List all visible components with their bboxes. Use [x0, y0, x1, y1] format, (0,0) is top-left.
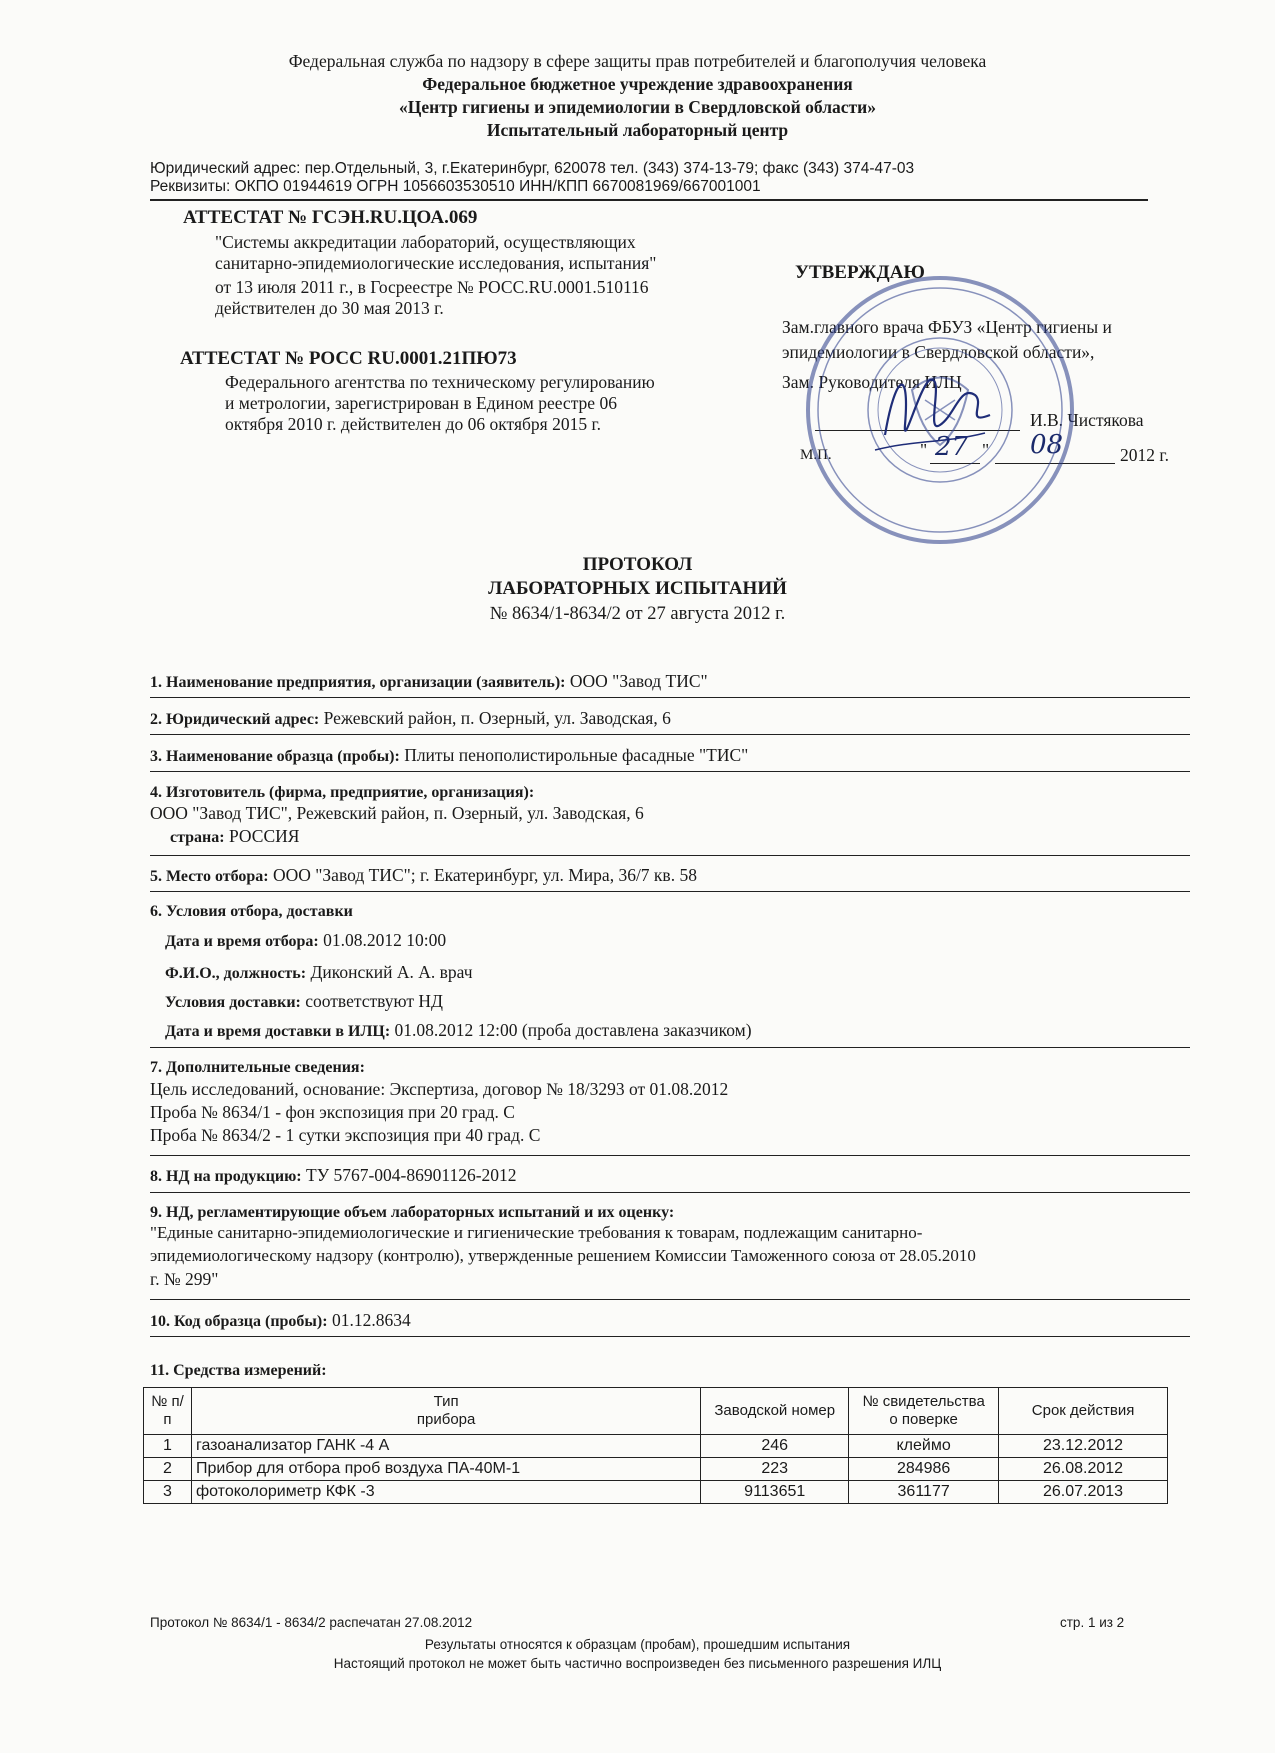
section-regulations-line: г. № 299" — [150, 1269, 219, 1289]
instruments-table — [143, 1387, 1168, 1504]
section-divider — [150, 855, 1190, 856]
section-label: Ф.И.О., должность: — [165, 965, 307, 982]
header-center: «Центр гигиены и эпидемиологии в Свердловской области» — [399, 97, 876, 117]
table-cell: газоанализатор ГАНК -4 А — [191, 1435, 700, 1458]
approve-date-month: 08 — [1030, 430, 1064, 460]
table-cell: Прибор для отбора проб воздуха ПА-40М-1 — [191, 1458, 700, 1481]
section-additional-line: Цель исследований, основание: Экспертиза, договор № 18/3293 от 01.08.2012 — [150, 1079, 729, 1099]
table-header — [191, 1388, 700, 1435]
table-header-line: о поверке — [889, 1411, 958, 1428]
footer-printed: Протокол № 8634/1 - 8634/2 распечатан 27.08.2012 — [150, 1615, 473, 1630]
header-agency: Федеральная служба по надзору в сфере защиты прав потребителей и благополучия человека — [288, 51, 987, 71]
table-cell: 1 — [144, 1435, 192, 1458]
section-sample-code — [150, 1309, 411, 1333]
signature — [865, 355, 995, 465]
section-divider — [150, 1299, 1190, 1300]
section-label: страна: — [170, 829, 225, 846]
header-institution: Федеральное бюджетное учреждение здравоохранения — [422, 74, 853, 94]
table-header: Заводской номер — [701, 1388, 849, 1435]
approve-year: 2012 г. — [1120, 445, 1169, 465]
section-value: Диконский А. А. врач — [310, 962, 473, 982]
section-regulations-label — [150, 1200, 674, 1224]
attest2-line: октября 2010 г. действителен до 06 октября 2015 г. — [225, 414, 602, 434]
table-header-line: № свидетельства — [862, 1393, 985, 1410]
section-divider — [150, 734, 1190, 735]
table-cell: фотоколориметр КФК -3 — [191, 1481, 700, 1504]
section-divider — [150, 891, 1190, 892]
approve-date-day: 27 — [935, 432, 969, 462]
table-header-row — [144, 1388, 1168, 1435]
section-product-nd — [150, 1164, 517, 1188]
section-divider — [150, 1336, 1190, 1337]
section-sampling-datetime — [165, 929, 446, 953]
protocol-title: ПРОТОКОЛ — [582, 554, 693, 575]
approve-line: эпидемиологии в Свердловской области», — [782, 342, 1095, 362]
table-cell: 26.08.2012 — [999, 1458, 1168, 1481]
section-manufacturer-value: ООО "Завод ТИС", Режевский район, п. Озерный, ул. Заводская, 6 — [150, 803, 644, 823]
table-cell: клеймо — [849, 1435, 999, 1458]
section-label: 3. Наименование образца (пробы): — [150, 748, 400, 765]
attest2-title: АТТЕСТАТ № РОСС RU.0001.21ПЮ73 — [180, 348, 517, 369]
approver-name: И.В. Чистякова — [1030, 410, 1144, 430]
section-value: 01.12.8634 — [331, 1310, 411, 1330]
section-label: Условия доставки: — [165, 994, 301, 1011]
header-lab: Испытательный лабораторный центр — [486, 120, 789, 140]
section-divider — [150, 1155, 1190, 1156]
section-label: 11. Средства измерений: — [150, 1362, 327, 1379]
section-label: 5. Место отбора: — [150, 868, 269, 885]
section-delivery-datetime — [165, 1019, 752, 1043]
table-header: № п/п — [144, 1388, 192, 1435]
section-label: Дата и время отбора: — [165, 933, 319, 950]
section-value: Режевский район, п. Озерный, ул. Заводская, 6 — [323, 708, 671, 728]
stamp-place-label: М.П. — [800, 447, 832, 463]
header-divider — [150, 199, 1148, 201]
header-requisites: Реквизиты: ОКПО 01944619 ОГРН 1056603530510 ИНН/КПП 6670081969/667001001 — [150, 178, 761, 195]
table-header-line: Тип — [433, 1393, 459, 1410]
section-conditions-label — [150, 899, 353, 923]
table-header: Срок действия — [999, 1388, 1168, 1435]
section-label: 4. Изготовитель (фирма, предприятие, организация): — [150, 784, 535, 801]
table-cell: 26.07.2013 — [999, 1481, 1168, 1504]
section-value: 01.08.2012 12:00 (проба доставлена заказчиком) — [394, 1020, 752, 1040]
attest1-line: от 13 июля 2011 г., в Госреестре № РОСС.RU.0001.510116 — [215, 277, 649, 297]
section-label: 9. НД, регламентирующие объем лабораторных испытаний и их оценку: — [150, 1204, 675, 1221]
section-value: Плиты пенополистирольные фасадные "ТИС" — [404, 745, 749, 765]
approve-line: Зам. Руководителя ИЛЦ — [782, 372, 962, 392]
footer-note-2: Настоящий протокол не может быть частично воспроизведен без письменного разрешения ИЛЦ — [333, 1656, 942, 1671]
attest1-line: санитарно-эпидемиологические исследования, испытания" — [215, 253, 657, 273]
attest2-line: Федерального агентства по техническому регулированию — [225, 372, 655, 392]
section-country — [170, 825, 299, 849]
section-sample-name — [150, 744, 748, 768]
section-value: соответствуют НД — [305, 991, 443, 1011]
footer-note-1: Результаты относятся к образцам (пробам), прошедшим испытания — [424, 1637, 851, 1652]
approve-date-quote-close: " — [982, 440, 990, 460]
attest2-text — [225, 372, 655, 435]
table-header-line: прибора — [416, 1411, 476, 1428]
table-cell: 9113651 — [701, 1481, 849, 1504]
section-divider — [150, 697, 1190, 698]
section-regulations-line: "Единые санитарно-эпидемиологические и гигиенические требования к товарам, подлежащим санитарно- — [150, 1223, 923, 1242]
section-label: 1. Наименование предприятия, организации (заявитель): — [150, 674, 566, 691]
table-row — [144, 1435, 1168, 1458]
section-label: 6. Условия отбора, доставки — [150, 903, 353, 920]
section-value: 01.08.2012 10:00 — [323, 930, 447, 950]
attest1-text — [215, 232, 656, 319]
section-label: 7. Дополнительные сведения: — [150, 1059, 365, 1076]
section-divider — [150, 1047, 1190, 1048]
section-applicant — [150, 670, 708, 694]
protocol-subtitle: ЛАБОРАТОРНЫХ ИСПЫТАНИЙ — [488, 578, 787, 599]
table-cell: 3 — [144, 1481, 192, 1504]
attest2-line: и метрологии, зарегистрирован в Едином реестре 06 — [225, 393, 617, 413]
section-value: РОССИЯ — [228, 826, 300, 846]
attest1-line: действителен до 30 мая 2013 г. — [215, 298, 444, 318]
section-additional-line: Проба № 8634/2 - 1 сутки экспозиция при 40 град. С — [150, 1125, 541, 1145]
approve-title: УТВЕРЖДАЮ — [795, 262, 925, 283]
section-regulations-line: эпидемиологическому надзору (контролю), утвержденные решением Комиссии Таможенного союза от 28.05.2010 — [150, 1246, 976, 1265]
table-cell: 23.12.2012 — [999, 1435, 1168, 1458]
section-additional-label — [150, 1055, 365, 1079]
header-address: Юридический адрес: пер.Отдельный, 3, г.Екатеринбург, 620078 тел. (343) 374-13-79; факс (343) 374-47-03 — [150, 160, 915, 177]
attest1-title: АТТЕСТАТ № ГСЭН.RU.ЦОА.069 — [183, 207, 478, 228]
table-cell: 246 — [701, 1435, 849, 1458]
section-delivery-conditions — [165, 990, 443, 1014]
table-row — [144, 1458, 1168, 1481]
section-legal-address — [150, 707, 671, 731]
table-cell: 361177 — [849, 1481, 999, 1504]
section-sampler — [165, 961, 473, 985]
protocol-number: № 8634/1-8634/2 от 27 августа 2012 г. — [489, 604, 786, 624]
footer-page: стр. 1 из 2 — [1060, 1615, 1125, 1630]
section-value: ООО "Завод ТИС"; г. Екатеринбург, ул. Мира, 36/7 кв. 58 — [272, 865, 697, 885]
section-additional-line: Проба № 8634/1 - фон экспозиция при 20 град. С — [150, 1102, 515, 1122]
attest1-line: "Системы аккредитации лабораторий, осуществляющих — [215, 232, 636, 252]
table-row — [144, 1481, 1168, 1504]
section-divider — [150, 771, 1190, 772]
section-label: 8. НД на продукцию: — [150, 1168, 302, 1185]
section-value: ТУ 5767-004-86901126-2012 — [306, 1165, 517, 1185]
section-label: Дата и время доставки в ИЛЦ: — [165, 1023, 391, 1040]
section-manufacturer-label — [150, 780, 534, 804]
table-cell: 2 — [144, 1458, 192, 1481]
section-divider — [150, 1192, 1190, 1193]
approve-line: Зам.главного врача ФБУЗ «Центр гигиены и — [782, 317, 1112, 337]
section-value: ООО "Завод ТИС" — [569, 671, 708, 691]
table-cell: 223 — [701, 1458, 849, 1481]
table-cell: 284986 — [849, 1458, 999, 1481]
table-header — [849, 1388, 999, 1435]
section-label: 10. Код образца (пробы): — [150, 1313, 328, 1330]
section-label: 2. Юридический адрес: — [150, 711, 320, 728]
approve-date-quote-open: " — [920, 440, 928, 460]
section-sampling-place — [150, 864, 697, 888]
section-instruments-label — [150, 1358, 327, 1382]
